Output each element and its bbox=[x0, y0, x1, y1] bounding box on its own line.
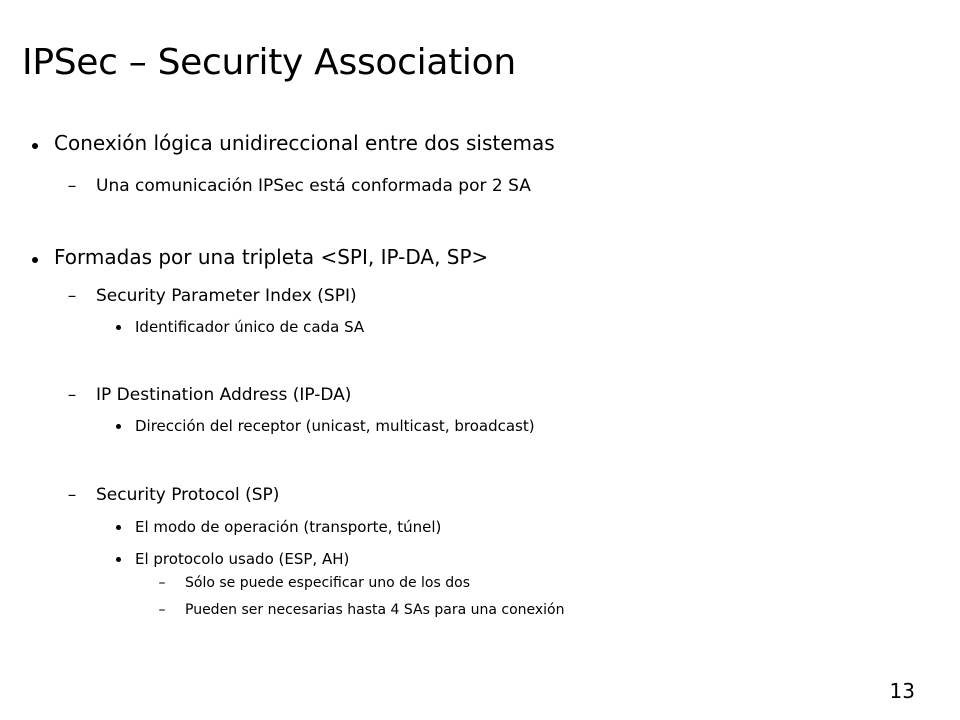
sub-bullet-sp: Security Protocol (SP) bbox=[96, 485, 280, 505]
bullet-dot bbox=[116, 525, 121, 530]
dash-marker: – bbox=[67, 385, 77, 405]
dash-marker: – bbox=[67, 485, 77, 505]
bullet-dot bbox=[32, 257, 38, 263]
detail-ipda: Dirección del receptor (unicast, multicast, broadcast) bbox=[135, 417, 535, 435]
sub-bullet-comunicacion-ipsec: Una comunicación IPSec está conformada por 2 SA bbox=[96, 176, 531, 196]
dash-marker: – bbox=[67, 176, 77, 196]
note-sp-uno-de-los-dos: Sólo se puede especificar uno de los dos bbox=[185, 575, 470, 591]
slide-title: IPSec – Security Association bbox=[22, 42, 516, 83]
bullet-tripleta: Formadas por una tripleta <SPI, IP-DA, SP> bbox=[54, 245, 489, 269]
bullet-dot bbox=[32, 143, 38, 149]
sub-bullet-spi: Security Parameter Index (SPI) bbox=[96, 286, 357, 306]
dash-marker: – bbox=[158, 575, 166, 591]
note-sp-hasta-4-sas: Pueden ser necesarias hasta 4 SAs para una conexión bbox=[185, 602, 565, 618]
detail-sp-modo: El modo de operación (transporte, túnel) bbox=[135, 518, 442, 536]
bullet-dot bbox=[116, 325, 121, 330]
bullet-conexion-logica: Conexión lógica unidireccional entre dos sistemas bbox=[54, 131, 555, 155]
dash-marker: – bbox=[158, 602, 166, 618]
bullet-dot bbox=[116, 557, 121, 562]
detail-spi: Identificador único de cada SA bbox=[135, 318, 365, 336]
dash-marker: – bbox=[67, 286, 77, 306]
detail-sp-protocolo: El protocolo usado (ESP, AH) bbox=[135, 550, 350, 568]
sub-bullet-ipda: IP Destination Address (IP-DA) bbox=[96, 385, 352, 405]
bullet-dot bbox=[116, 424, 121, 429]
page-number: 13 bbox=[889, 679, 915, 703]
